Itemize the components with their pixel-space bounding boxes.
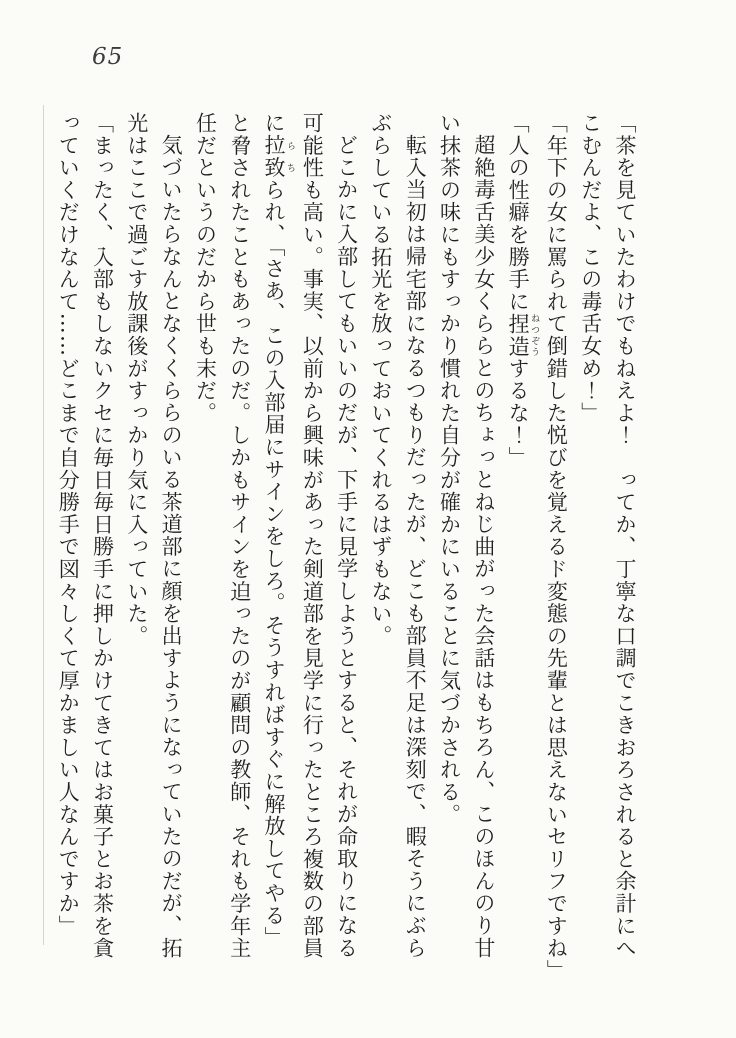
- text-line: ぶらしている拓光を放っておいてくれるはずもない。: [368, 112, 393, 648]
- text-line: 「まったく、入部もしないクセに毎日毎日勝手に押しかけてきてはお菓子とお茶を貪: [90, 112, 115, 960]
- text-line: 超絶毒舌美少女くららとのちょっとねじ曲がった会話はもちろん、このほんのり甘: [471, 134, 496, 960]
- vertical-text-block: [51, 112, 642, 994]
- text-line: 光はここで過ごす放課後がすっかり気に入っていた。: [124, 112, 149, 648]
- ruby-annotated-text: 拉致 らち: [262, 134, 296, 179]
- text-line: 任だというのだから世も末だ。: [193, 112, 218, 425]
- ruby-annotated-text: 捏造 ねつぞう: [506, 312, 540, 358]
- text-line: と脅されたこともあったのだ。しかもサインを迫ったのが顧問の教師、それも学年主: [227, 112, 252, 960]
- page-gutter-line: [43, 105, 44, 945]
- text-line: どこかに入部してもいいのだが、下手に見学しようとすると、それが命取りになる: [334, 134, 359, 960]
- text-line: い抹茶の味にもすっかり慣れた自分が確かにいることに気づかされる。: [437, 112, 462, 826]
- text-line: 可能性も高い。事実、以前から興味があった剣道部を見学に行ったところ複数の部員: [300, 112, 325, 960]
- text-line: 気づいたらなんとなくくららのいる茶道部に顔を出すようになっていたのだが、拓: [159, 134, 184, 960]
- text-line: 「年下の女に罵られて倒錯した悦びを覚えるド変態の先輩とは思えないセリフですね」: [544, 112, 569, 982]
- text-line: 「人の性癖を勝手に捏造 ねつぞうするな！」: [506, 112, 540, 469]
- furigana: ねつぞう: [529, 312, 540, 358]
- page-number: 65: [92, 44, 124, 70]
- text-line: っていくだけなんて……どこまで自分勝手で図々しくて厚かましい人なんですか」: [56, 112, 81, 938]
- text-line: 「茶を見ていたわけでもねえよ！ ってか、丁寧な口調でこきおろされると余計にへ: [613, 112, 637, 960]
- text-line: こむんだよ、この毒舌女め！」: [578, 112, 603, 425]
- text-line: に拉致 らちられ、「さあ、この入部届にサインをしろ。そうすればすぐに解放してやる」: [262, 112, 296, 949]
- text-line: 転入当初は帰宅部になるつもりだったが、どこも部員不足は深刻で、暇そうにぶら: [403, 134, 428, 960]
- furigana: らち: [285, 134, 296, 179]
